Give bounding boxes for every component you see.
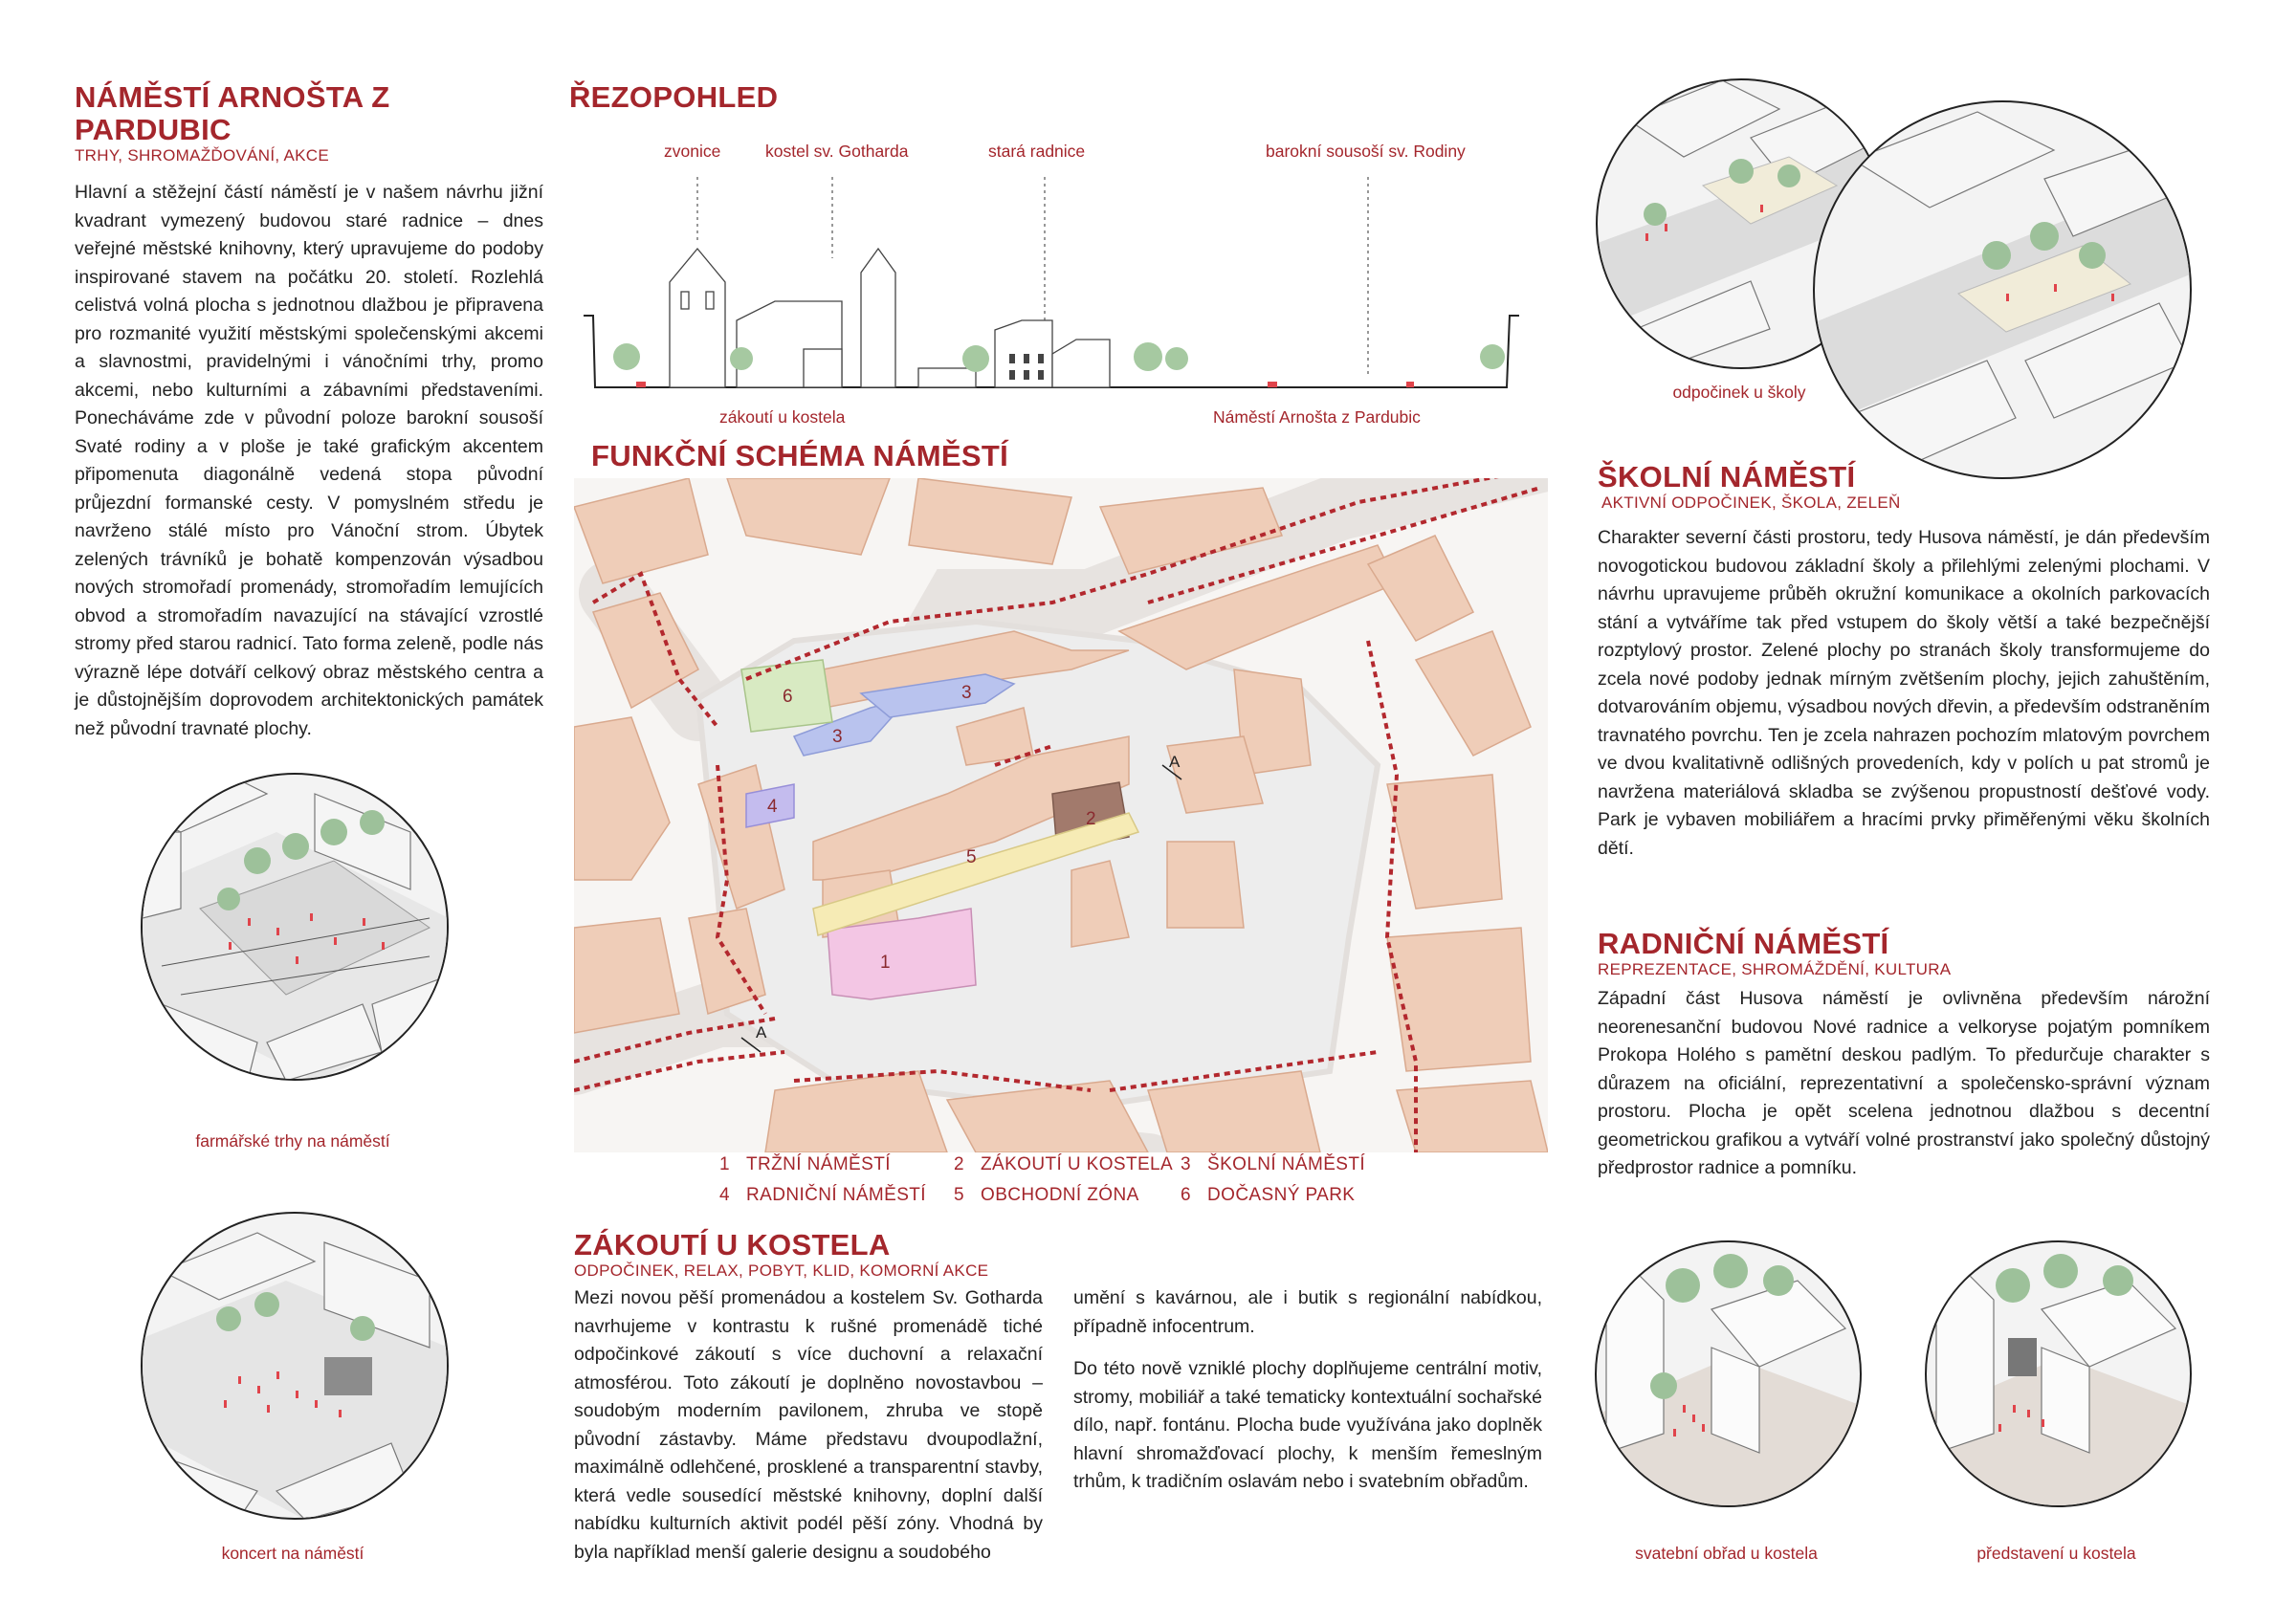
town-hall-square-text: Západní část Husova náměstí je ovlivněna především nárožní neorenesanční budovou Nové radnice a velkoryse pojatým pomníkem Prokopa Holého s pamětní deskou padlým. To předurčuje charakter s důrazem na oficiální, reprezentativní a společensko-správní význam prostoru. Plocha je opět scelena jednotnou dlažbou s decentní geometrickou grafikou a vytváří volné prostranství jako společný důstojný předprostor radnice a pomníku. xyxy=(1598,988,2210,1178)
concert-illustration xyxy=(141,1212,449,1520)
legend-item-5: 5 OBCHODNÍ ZÓNA xyxy=(954,1185,1139,1205)
legend-item-2: 2 ZÁKOUTÍ U KOSTELA xyxy=(954,1154,1174,1174)
school-square-section xyxy=(1598,461,2210,863)
school-square-title: ŠKOLNÍ NÁMĚSTÍ xyxy=(1598,460,1856,493)
church-corner-text-col1: Mezi novou pěší promenádou a kostelem Sv. Gotharda navrhujeme v kontrastu k rušné promenádě tiché odpočinkové zákoutí s více duchovní a relaxační atmosférou. Toto zákoutí je doplněno novostavbou – soudobým moderním pavilonem, zhruba ve stopě původní zástavby. Máme představu dvoupodlažní, maximálně odlehčené, prosklené a transparentní stavby, která vedle sousedící městské knihovny, doplní další nabídku kulturních aktivit podél pěší zóny. Vhodná by byla například menší galerie designu a soudobého xyxy=(574,1287,1043,1563)
square-subtitle: TRHY, SHROMAŽĎOVÁNÍ, AKCE xyxy=(75,146,330,164)
zone-3b-number: 3 xyxy=(961,683,972,703)
zone-6-number: 6 xyxy=(783,687,793,707)
legend-item-3: 3 ŠKOLNÍ NÁMĚSTÍ xyxy=(1181,1154,1366,1174)
section-bottom-label-corner: zákoutí u kostela xyxy=(719,407,846,427)
school-rest-caption: odpočinek u školy xyxy=(1672,383,1806,402)
zone-5-number: 5 xyxy=(966,847,977,867)
zone-2-number: 2 xyxy=(1086,809,1096,829)
church-corner-text-col2b: Do této nově vzniklé plochy doplňujeme centrální motiv, stromy, mobiliář a také tematicky kontextuální sochařské dílo, např. fontánu. Plocha bude využívána jako doplněk hlavní shromažďovací plochy, k menším řemeslným trhům, k tradičním oslavám nebo i svatebním obřadům. xyxy=(1073,1358,1542,1492)
section-drawing xyxy=(574,167,1521,402)
section-label-church: kostel sv. Gotharda xyxy=(765,142,909,161)
church-corner-text-col2 xyxy=(1073,1284,1542,1497)
town-hall-square-subtitle: REPREZENTACE, SHROMÁŽDĚNÍ, KULTURA xyxy=(1598,960,1952,978)
square-title: NÁMĚSTÍ ARNOŠTA Z PARDUBIC xyxy=(75,80,390,146)
school-rest-illustration-right xyxy=(1813,100,2192,479)
farmers-market-illustration xyxy=(141,773,449,1081)
section-bottom-label-square: Náměstí Arnošta z Pardubic xyxy=(1213,407,1421,427)
town-hall-square-section xyxy=(1598,928,2210,1183)
wedding-illustration xyxy=(1595,1240,1862,1507)
legend-item-4: 4 RADNIČNÍ NÁMĚSTÍ xyxy=(719,1185,926,1205)
zone-4-number: 4 xyxy=(767,797,778,817)
church-corner-text-col2a: umění s kavárnou, ale i butik s regionální nabídkou, případně infocentrum. xyxy=(1073,1287,1542,1337)
square-text: Hlavní a stěžejní částí náměstí je v našem návrhu jižní kvadrant vymezený budovou staré radnice – dnes veřejné městské knihovny, který upravujeme do podoby inspirované stavem na počátku 20. století. Rozlehlá celistvá volná plocha s jednotnou dlažbou je připravena pro rozmanité využití městskými společenskými akcemi a slavnostmi, pravidelnými i vánočními trhy, promo akcemi, nebo kulturními a zábavními představeními. Ponecháváme zde v původní poloze barokní sousoší Svaté rodiny a v ploše je také grafickým akcentem připomenuta diagonálně vedená stopa původní průjezdní formanské cesty. V pomyslném středu je navrženo stálé místo pro Vánoční strom. Úbytek zelených trávníků je bohatě kompenzován výsadbou nových stromořadí promenády, stromořadím lemujících obvod a stromořadím navazující na stávající vzrostlé stromy před starou radnicí. Tato forma zeleně, podle nás výrazně lépe dotváří celkový obraz městského centra a je důstojnějším doprovodem architektonických památek než původní travnaté plochy. xyxy=(75,182,543,739)
town-hall-square-title: RADNIČNÍ NÁMĚSTÍ xyxy=(1598,927,1889,960)
concert-caption: koncert na náměstí xyxy=(221,1544,364,1563)
church-corner-subtitle: ODPOČINEK, RELAX, POBYT, KLID, KOMORNÍ AKCE xyxy=(574,1261,989,1280)
scheme-legend xyxy=(719,1154,1370,1221)
section-label-baroque-statue: barokní sousoší sv. Rodiny xyxy=(1266,142,1466,161)
section-mark-a-2: A xyxy=(1169,753,1181,771)
wedding-caption: svatební obřad u kostela xyxy=(1635,1544,1818,1563)
scheme-title: FUNKČNÍ SCHÉMA NÁMĚSTÍ xyxy=(591,439,1008,472)
section-label-old-town-hall: stará radnice xyxy=(988,142,1086,161)
zone-3a-number: 3 xyxy=(832,727,843,747)
section-title: ŘEZOPOHLED xyxy=(569,80,779,114)
functional-scheme-map xyxy=(574,478,1548,1152)
left-column xyxy=(75,81,543,743)
section-mark-a-1: A xyxy=(756,1023,767,1042)
school-square-text: Charakter severní části prostoru, tedy Husova náměstí, je dán především novogotickou budovou základní školy a přilehlými zelenými plochami. V návrhu upravujeme průběh okružní komunikace a okolních parkovacích stání a vytváříme tak před vstupem do školy větší a také bezpečnější rozptylový prostor. Zelené plochy po stranách školy transformujeme do zcela nové podoby jednak mírným zvětšením plochy, jejich zahuštěním, dotvarováním objemu, výsadbou nových dřevin, a především odstraněním travnatého povrchu. Ten je zcela nahrazen pochozím mlatovým povrchem ve dvou kvalitativně odlišných provedeních, kdy v polích u pat stromů je navržena materiálová skladba se zvýšenou propustností dešťové vody. Park je vybaven mobiliářem a hracími prvky přiměřenými věku školních dětí. xyxy=(1598,527,2210,859)
church-corner-title: ZÁKOUTÍ U KOSTELA xyxy=(574,1228,891,1261)
performance-caption: představení u kostela xyxy=(1976,1544,2136,1563)
school-square-subtitle: AKTIVNÍ ODPOČINEK, ŠKOLA, ZELEŇ xyxy=(1601,493,1901,512)
legend-item-6: 6 DOČASNÝ PARK xyxy=(1181,1185,1356,1205)
zone-1-number: 1 xyxy=(880,953,891,973)
section-label-bell-tower: zvonice xyxy=(664,142,721,161)
church-corner-header xyxy=(574,1229,1559,1281)
performance-illustration xyxy=(1925,1240,2192,1507)
farmers-market-caption: farmářské trhy na náměstí xyxy=(195,1131,390,1151)
legend-item-1: 1 TRŽNÍ NÁMĚSTÍ xyxy=(719,1154,891,1174)
